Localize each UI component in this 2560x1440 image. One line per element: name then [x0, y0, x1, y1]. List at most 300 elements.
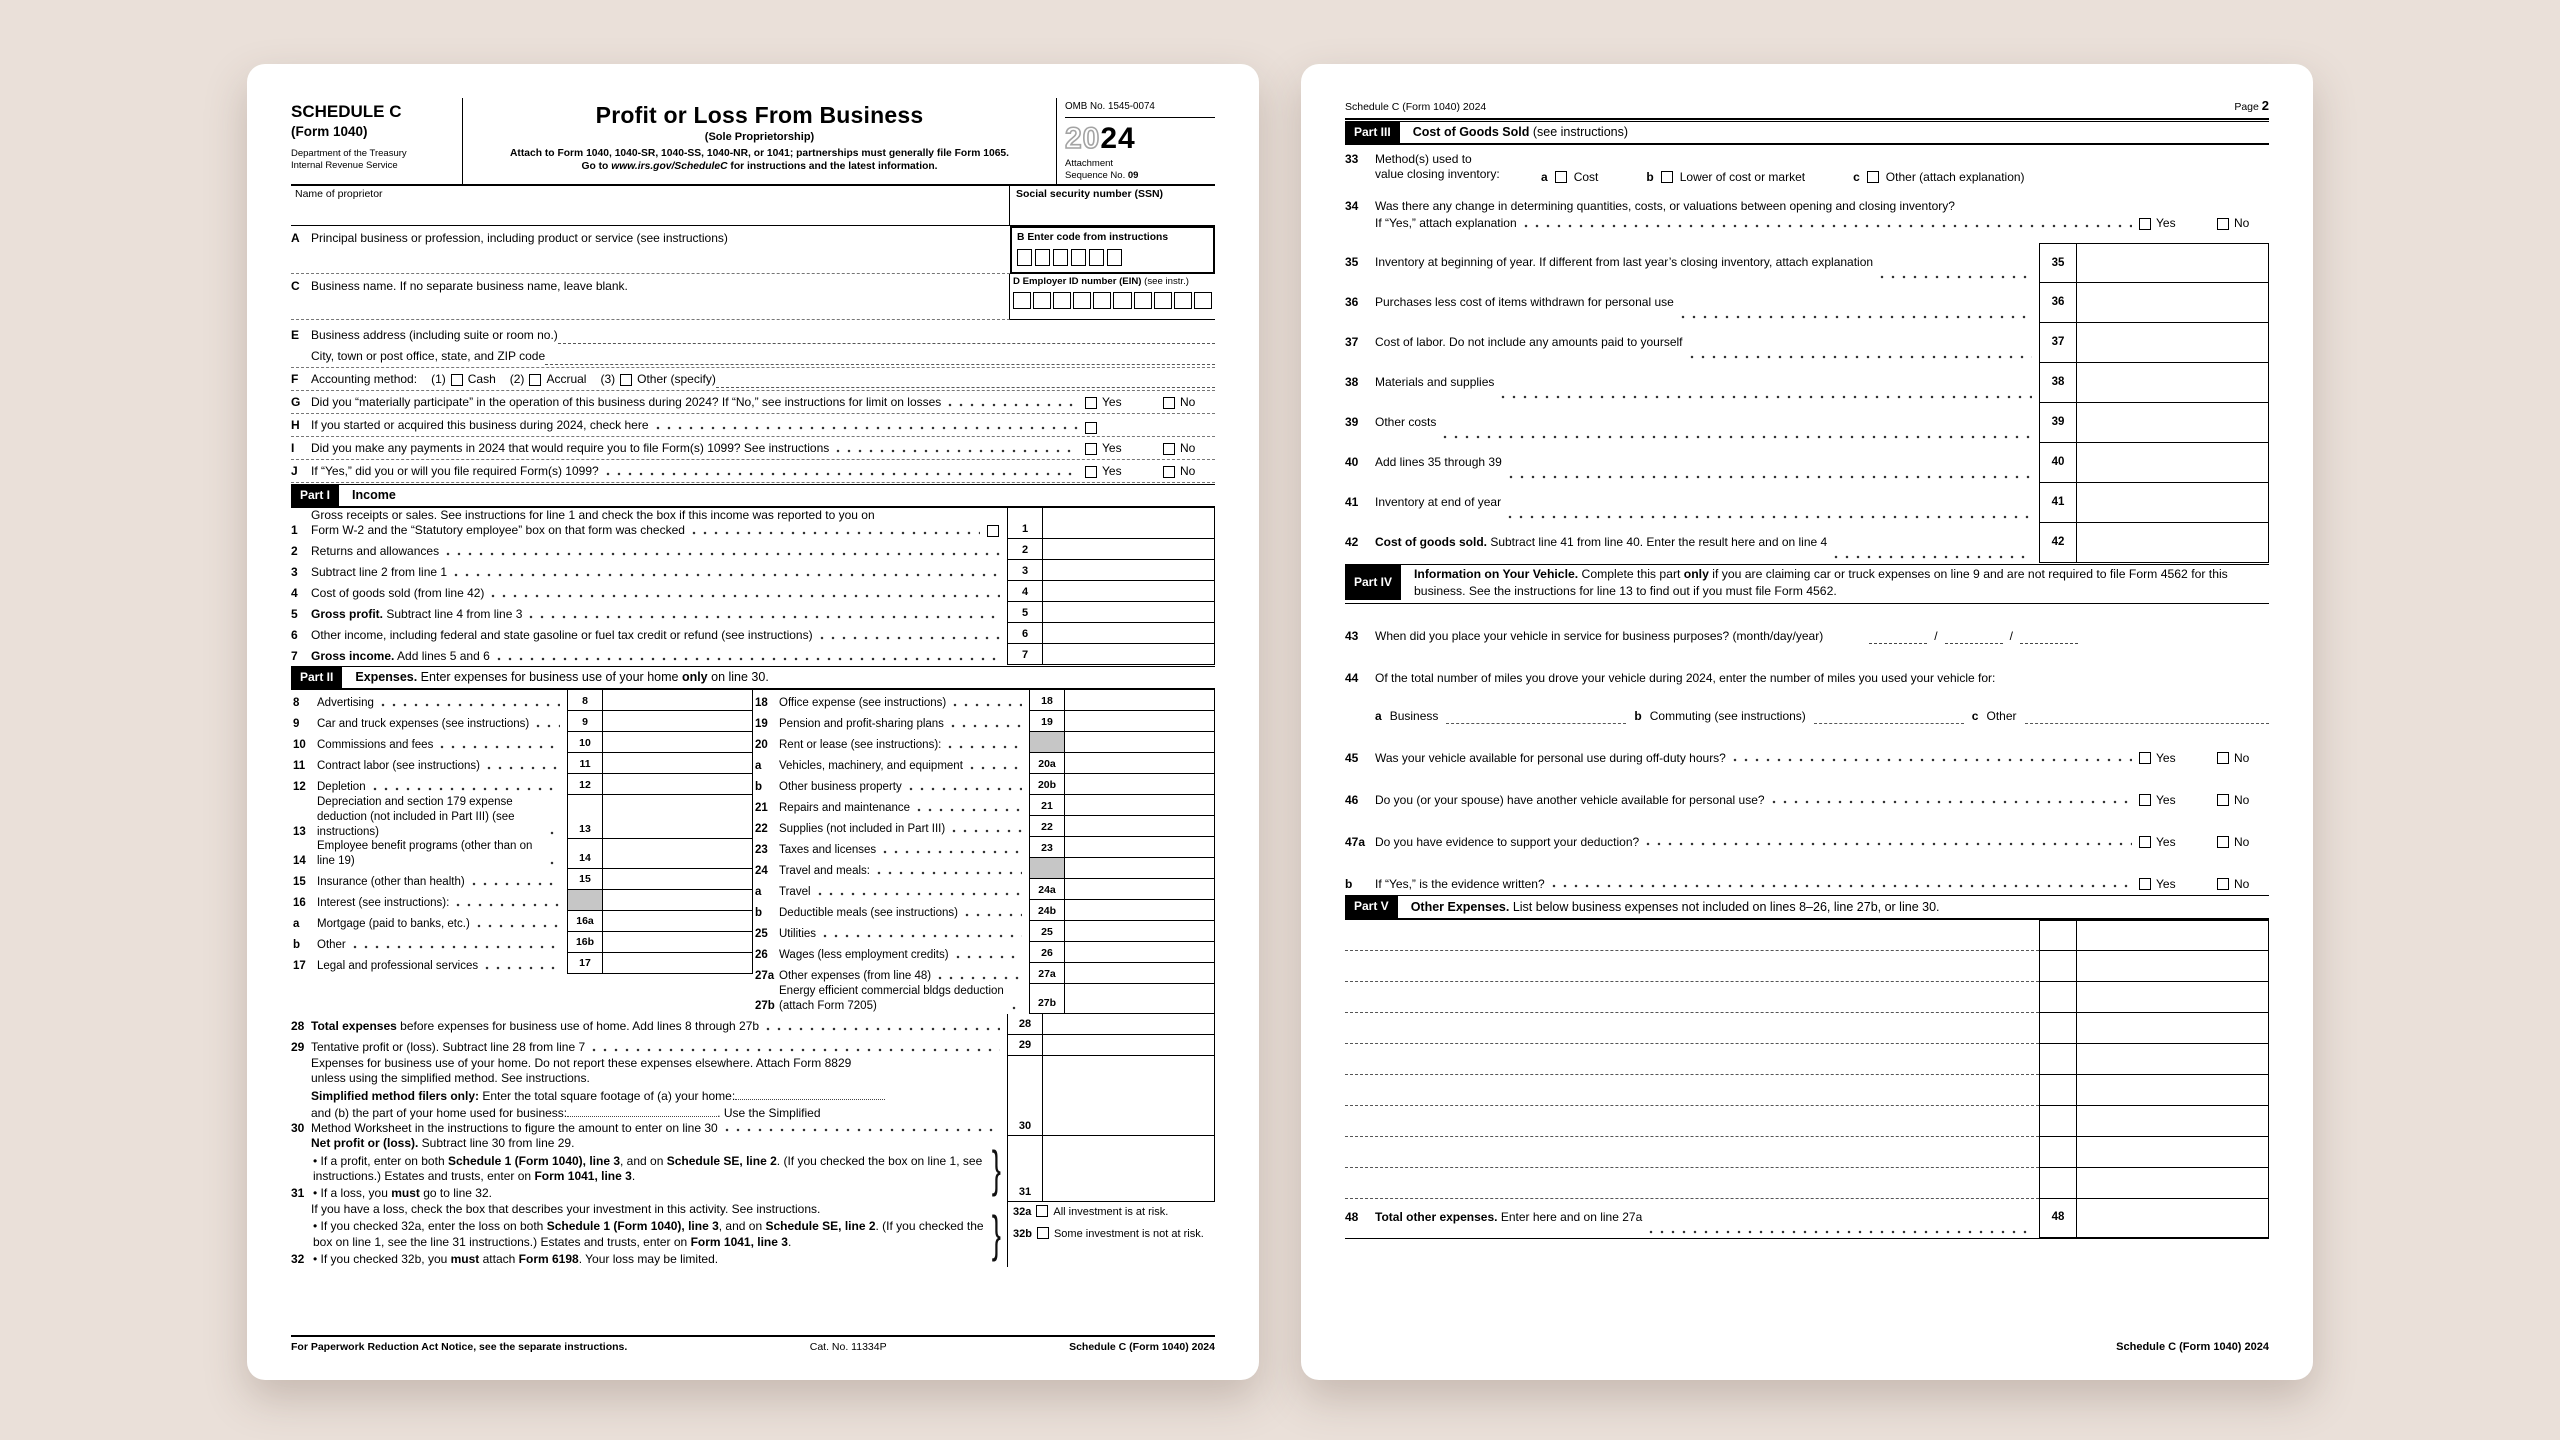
amount-cell[interactable] — [2077, 443, 2269, 483]
line-e-label: Business address (including suite or room no.) — [311, 328, 558, 343]
label-text: Employee benefit programs (other than on line 19) — [317, 840, 533, 867]
line-number: 14 — [293, 854, 306, 867]
year-outline-digits: 20 — [1065, 121, 1101, 155]
line-number-box: 25 — [1029, 921, 1065, 942]
line-number: 23 — [755, 844, 768, 857]
vehicle-date-day-input[interactable] — [1945, 642, 2003, 644]
expense-row-10 — [291, 732, 753, 753]
amount-cell[interactable] — [603, 753, 753, 774]
line-g-label: Did you “materially participate” in the operation of this business during 2024? If “No,” see instructions for limit on losses — [311, 395, 942, 410]
yes-label: Yes — [2156, 216, 2176, 231]
line-number: 11 — [293, 760, 306, 773]
business-miles-input[interactable] — [1446, 722, 1626, 724]
amount-cell[interactable] — [603, 869, 753, 890]
expense-description-line[interactable] — [1345, 951, 2039, 982]
expense-row-8 — [291, 690, 753, 711]
line-32-bullet-2 — [311, 1252, 988, 1267]
amount-cell[interactable] — [1043, 508, 1215, 539]
amount-cell[interactable] — [1065, 816, 1215, 837]
row-line-42 — [1345, 523, 2269, 563]
part-title — [1401, 565, 2269, 600]
line-i-no-checkbox[interactable] — [1163, 443, 1175, 455]
accrual-method-checkbox[interactable] — [529, 374, 541, 386]
ein-digit-box[interactable] — [1033, 292, 1051, 309]
amount-cell[interactable] — [2077, 920, 2269, 951]
amount-cell[interactable] — [1065, 963, 1215, 984]
line-number-box: 28 — [1007, 1014, 1043, 1035]
expense-description-line[interactable] — [1345, 1013, 2039, 1044]
ssn-field[interactable]: Social security number (SSN) — [1016, 187, 1164, 200]
address-input-line[interactable] — [558, 342, 1215, 344]
amount-cell[interactable] — [1065, 858, 1215, 879]
amount-cell[interactable] — [1043, 1014, 1215, 1035]
other-expense-row — [1345, 1013, 2269, 1044]
row-line-44-miles — [1345, 688, 2269, 726]
amount-cell[interactable] — [1065, 900, 1215, 921]
code-digit-box[interactable] — [1071, 249, 1086, 266]
option-letter: b — [1646, 169, 1654, 184]
dot-leader — [1772, 798, 2132, 806]
square-footage-business-input[interactable] — [567, 1105, 717, 1117]
sequence-number: 09 — [1127, 169, 1139, 181]
ein-digit-box[interactable] — [1093, 292, 1111, 309]
line-number: 9 — [293, 718, 300, 731]
amount-cell[interactable] — [603, 932, 753, 953]
form-ref: Form 6198 — [518, 1251, 579, 1266]
vehicle-date-month-input[interactable] — [1869, 642, 1927, 644]
square-footage-home-input[interactable] — [735, 1088, 885, 1100]
line-number-box: 30 — [1007, 1056, 1043, 1137]
line-47b-yes-checkbox[interactable] — [2139, 878, 2151, 890]
amount-cell[interactable] — [1043, 1056, 1215, 1137]
cost-method-checkbox[interactable] — [1555, 171, 1567, 183]
line-number: 28 — [291, 1019, 305, 1034]
line-number: 46 — [1345, 792, 1359, 807]
line-letter: G — [291, 395, 301, 410]
line-number: 7 — [291, 649, 298, 664]
part-i-band — [291, 484, 1215, 508]
yes-label: Yes — [2156, 792, 2176, 807]
line-31-bullet-1 — [311, 1154, 988, 1185]
line-j-yes-checkbox[interactable] — [1085, 466, 1097, 478]
amount-cell[interactable] — [1065, 942, 1215, 963]
amount-cell[interactable] — [1043, 581, 1215, 602]
line-number: 15 — [293, 875, 306, 888]
line-letter: A — [291, 230, 300, 245]
line-label — [1375, 535, 1827, 550]
text-segment: go to line 32. — [419, 1186, 492, 1201]
dot-leader — [550, 829, 560, 837]
line-30-text: . Use the Simplified — [717, 1105, 821, 1120]
amount-cell[interactable] — [603, 795, 753, 839]
dot-leader — [1646, 840, 2132, 848]
all-investment-at-risk-checkbox[interactable] — [1036, 1205, 1048, 1217]
expenses-left-column — [291, 690, 753, 1013]
line-number-box — [2039, 1044, 2077, 1075]
text-segment: • If a profit, enter on both — [313, 1153, 448, 1168]
brace-glyph: } — [992, 1140, 1002, 1197]
line-34-no-checkbox[interactable] — [2217, 218, 2229, 230]
line-number: 37 — [1345, 335, 1359, 350]
line-number: 12 — [293, 781, 306, 794]
part-title-bold: Other Expenses. — [1410, 899, 1510, 914]
ein-digit-box[interactable] — [1154, 292, 1172, 309]
ein-digit-box[interactable] — [1013, 292, 1031, 309]
ein-digit-box[interactable] — [1053, 292, 1071, 309]
amount-cell[interactable] — [2077, 403, 2269, 443]
line-number: 8 — [293, 697, 300, 710]
other-miles-label: Other — [1986, 708, 2017, 723]
amount-cell[interactable] — [1065, 921, 1215, 942]
line-j-no-checkbox[interactable] — [1163, 466, 1175, 478]
line-number-box: 20b — [1029, 774, 1065, 795]
row-line-f — [291, 368, 1215, 391]
text-segment: , and on — [620, 1153, 667, 1168]
amount-cell[interactable] — [1065, 753, 1215, 774]
paperwork-notice: For Paperwork Reduction Act Notice, see the separate instructions. — [291, 1340, 628, 1353]
amount-cell[interactable] — [1065, 774, 1215, 795]
line-i-yes-checkbox[interactable] — [1085, 443, 1097, 455]
expense-description-line[interactable] — [1345, 1137, 2039, 1168]
row-line-46 — [1345, 768, 2269, 810]
amount-cell[interactable] — [2077, 951, 2269, 982]
line-number: 45 — [1345, 750, 1359, 765]
yes-label: Yes — [1102, 464, 1122, 479]
amount-cell[interactable] — [2077, 1199, 2269, 1238]
row-line-4 — [291, 581, 1215, 602]
dot-leader — [477, 922, 560, 930]
lower-cost-market-checkbox[interactable] — [1661, 171, 1673, 183]
other-specify-input-line[interactable] — [716, 386, 1215, 388]
ein-digit-box[interactable] — [1174, 292, 1192, 309]
amount-cell[interactable] — [1065, 795, 1215, 816]
amount-cell[interactable] — [1065, 690, 1215, 711]
amount-cell[interactable] — [1065, 837, 1215, 858]
row-line-47b — [1345, 852, 2269, 894]
line-number: 24 — [755, 865, 768, 878]
line-label — [311, 1019, 759, 1034]
line-44-label: Of the total number of miles you drove your vehicle during 2024, enter the number of miles you used your vehicle for: — [1375, 670, 1996, 685]
other-expense-row — [1345, 982, 2269, 1013]
expense-description-line[interactable] — [1345, 1044, 2039, 1075]
amount-cell[interactable] — [603, 774, 753, 795]
line-number: b — [1345, 876, 1353, 891]
dot-leader — [948, 401, 1078, 409]
line-label — [1375, 335, 1683, 350]
line-number-box: 16b — [567, 932, 603, 953]
amount-cell[interactable] — [1043, 623, 1215, 644]
label-text: Add lines 35 through 39 — [1375, 455, 1502, 470]
cost-option-label: Cost — [1573, 169, 1599, 184]
other-expense-row — [1345, 920, 2269, 951]
expense-row-16b — [291, 932, 753, 953]
dot-leader — [491, 592, 1000, 600]
amount-cell[interactable] — [603, 690, 753, 711]
no-label: No — [1180, 395, 1196, 410]
dot-leader — [1649, 1228, 2032, 1236]
ein-digit-box[interactable] — [1113, 292, 1131, 309]
slash-separator: / — [1934, 628, 1938, 643]
amount-cell[interactable] — [1043, 1136, 1215, 1201]
label-text: Vehicles, machinery, and equipment — [779, 760, 963, 773]
line-47a-yes-checkbox[interactable] — [2139, 836, 2151, 848]
other-miles-input[interactable] — [2025, 722, 2270, 724]
ein-digit-box[interactable] — [1194, 292, 1212, 309]
some-investment-not-at-risk-checkbox[interactable] — [1037, 1227, 1049, 1239]
amount-cell[interactable] — [2077, 483, 2269, 523]
label-text: Advertising — [317, 697, 374, 710]
ein-digit-box[interactable] — [1134, 292, 1152, 309]
row-line-36 — [1345, 283, 2269, 323]
ein-digit-box[interactable] — [1073, 292, 1091, 309]
amount-cell[interactable] — [2077, 283, 2269, 323]
label-text: Rent or lease (see instructions): — [779, 739, 942, 752]
line-g-yes-checkbox[interactable] — [1085, 397, 1097, 409]
line-number-box: 20a — [1029, 753, 1065, 774]
line-number-box: 42 — [2039, 523, 2077, 563]
line-45-no-checkbox[interactable] — [2217, 752, 2229, 764]
line-number: 32 — [291, 1251, 305, 1266]
label-text: Inventory at beginning of year. If different from last year’s closing inventory, attach explanation — [1375, 255, 1874, 270]
label-text: Travel — [779, 886, 811, 899]
part-tag: Part III — [1345, 122, 1400, 143]
amount-cell[interactable] — [1043, 644, 1215, 665]
text-segment: . — [787, 1234, 792, 1249]
code-digit-box[interactable] — [1107, 249, 1122, 266]
part-tag: Part IV — [1345, 565, 1401, 600]
option-number: (1) — [431, 372, 446, 387]
code-digit-box[interactable] — [1053, 249, 1068, 266]
amount-cell[interactable] — [603, 911, 753, 932]
dot-leader — [956, 953, 1022, 961]
amount-cell[interactable] — [603, 732, 753, 753]
line-33-text: value closing inventory: — [1375, 167, 1500, 182]
line-number-box — [2039, 1106, 2077, 1137]
dot-leader — [1524, 222, 2132, 230]
line-number: 20 — [755, 739, 768, 752]
row-line-37 — [1345, 323, 2269, 363]
line-h-checkbox[interactable] — [1085, 422, 1097, 434]
label-text: Inventory at end of year — [1375, 495, 1502, 510]
vehicle-date-year-input[interactable] — [2020, 642, 2078, 644]
commuting-miles-input[interactable] — [1814, 722, 1964, 724]
dot-leader — [953, 701, 1022, 709]
cash-method-checkbox[interactable] — [451, 374, 463, 386]
amount-cell[interactable] — [1065, 879, 1215, 900]
line-b-label: Enter code from instructions — [1027, 231, 1169, 243]
line-46-yes-checkbox[interactable] — [2139, 794, 2151, 806]
row-line-40 — [1345, 443, 2269, 483]
line-46-no-checkbox[interactable] — [2217, 794, 2229, 806]
amount-cell[interactable] — [2077, 243, 2269, 283]
line-label — [311, 649, 490, 664]
expense-row-17 — [291, 953, 753, 974]
row-line-34 — [1345, 195, 2269, 243]
proprietor-name-field[interactable]: Name of proprietor — [291, 186, 1010, 225]
other-expense-row — [1345, 1137, 2269, 1168]
line-34-text: Was there any change in determining quantities, costs, or valuations between opening and closing inventory? — [1375, 198, 1955, 213]
row-line-3 — [291, 560, 1215, 581]
dot-leader — [820, 634, 1000, 642]
label-text: Other business property — [779, 781, 902, 794]
attach-instruction: Attach to Form 1040, 1040-SR, 1040-SS, 1040-NR, or 1041; partnerships must generally file Form 1065. — [509, 147, 1010, 159]
line-46-label: Do you (or your spouse) have another vehicle available for personal use? — [1375, 792, 1765, 807]
line-number-box: 6 — [1007, 623, 1043, 644]
catalog-number: Cat. No. 11334P — [809, 1340, 887, 1353]
line-number: 40 — [1345, 455, 1359, 470]
line-h-label: If you started or acquired this business during 2024, check here — [311, 418, 649, 433]
code-digit-box[interactable] — [1017, 249, 1032, 266]
part-title-bold: only — [681, 670, 708, 685]
part-ii-band — [291, 666, 1215, 690]
line-number-box — [2039, 1013, 2077, 1044]
line-label — [1375, 455, 1502, 470]
expense-description-line[interactable] — [1345, 982, 2039, 1013]
amount-cell[interactable] — [603, 839, 753, 868]
part-title-bold: Cost of Goods Sold — [1412, 125, 1530, 140]
line-g-no-checkbox[interactable] — [1163, 397, 1175, 409]
statutory-employee-checkbox[interactable] — [987, 525, 999, 537]
line-number-box: 24a — [1029, 879, 1065, 900]
shaded-cell — [1029, 732, 1065, 753]
expense-description-line[interactable] — [1345, 920, 2039, 951]
label-text: Subtract line 4 from line 3 — [383, 607, 523, 622]
form-footer-id: Schedule C (Form 1040) 2024 — [1069, 1340, 1215, 1353]
label-text: Other — [317, 938, 346, 951]
label-text: Interest (see instructions): — [317, 896, 450, 909]
city-input-line[interactable] — [545, 363, 1215, 365]
line-f-label: Accounting method: — [311, 372, 418, 387]
line-47a-label: Do you have evidence to support your deduction? — [1375, 834, 1640, 849]
label-bold: Gross income. — [311, 649, 395, 664]
line-number: 6 — [291, 628, 298, 643]
yes-label: Yes — [2156, 834, 2176, 849]
dot-leader — [472, 880, 560, 888]
line-label — [1375, 1210, 1642, 1225]
line-45-yes-checkbox[interactable] — [2139, 752, 2151, 764]
line-e-city-label: City, town or post office, state, and ZIP code — [311, 349, 546, 364]
line-number-box: 31 — [1007, 1136, 1043, 1201]
line-47a-no-checkbox[interactable] — [2217, 836, 2229, 848]
attachment-sequence — [1065, 158, 1215, 182]
amount-cell[interactable] — [2077, 1137, 2269, 1168]
expense-description-line[interactable] — [1345, 1168, 2039, 1199]
shaded-cell — [1029, 858, 1065, 879]
line-letter: J — [291, 464, 298, 479]
line-number-box: 36 — [2039, 283, 2077, 323]
amount-cell[interactable] — [2077, 323, 2269, 363]
no-label: No — [2234, 876, 2250, 891]
line-number: a — [755, 760, 762, 773]
text-segment: • If you checked 32a, enter the loss on both — [313, 1219, 547, 1234]
amount-cell[interactable] — [1065, 732, 1215, 753]
amount-cell[interactable] — [2077, 363, 2269, 403]
amount-cell[interactable] — [1043, 539, 1215, 560]
code-digit-box[interactable] — [1035, 249, 1050, 266]
line-1-text: Gross receipts or sales. See instructions for line 1 and check the box if this income was reported to you on — [311, 508, 875, 523]
line-number: 5 — [291, 607, 298, 622]
amount-cell[interactable] — [1065, 984, 1215, 1013]
amount-cell[interactable] — [603, 890, 753, 911]
label-text: Returns and allowances — [311, 544, 440, 559]
expense-description-line[interactable] — [1345, 1106, 2039, 1137]
amount-cell[interactable] — [1043, 1035, 1215, 1056]
row-line-e — [291, 320, 1215, 368]
year-solid-digits: 24 — [1100, 121, 1136, 155]
expense-row-21 — [753, 795, 1215, 816]
amount-cell[interactable] — [1043, 602, 1215, 623]
part-title-text: List below business expenses not included on lines 8–26, line 27b, or line 30. — [1509, 899, 1940, 914]
amount-cell[interactable] — [1043, 560, 1215, 581]
line-number: 4 — [291, 586, 298, 601]
form-header — [291, 98, 1215, 186]
line-34-yes-checkbox[interactable] — [2139, 218, 2151, 230]
expense-description-line[interactable] — [1345, 1075, 2039, 1106]
amount-cell[interactable] — [2077, 1013, 2269, 1044]
row-line-38 — [1345, 363, 2269, 403]
expense-row-19 — [753, 711, 1215, 732]
row-line-41 — [1345, 483, 2269, 523]
form-ref: Form 1041, line 3 — [534, 1169, 632, 1184]
line-number: 25 — [755, 928, 768, 941]
line-letter: B — [1017, 231, 1025, 243]
amount-cell[interactable] — [2077, 1106, 2269, 1137]
amount-cell[interactable] — [2077, 1168, 2269, 1199]
expense-row-24 — [753, 858, 1215, 879]
line-number-box: 48 — [2039, 1199, 2077, 1238]
label-text: Car and truck expenses (see instructions) — [317, 718, 530, 731]
code-digit-box[interactable] — [1089, 249, 1104, 266]
amount-cell[interactable] — [603, 711, 753, 732]
line-letter: F — [291, 372, 299, 387]
text-segment: attach — [479, 1251, 519, 1266]
form-ref: Schedule SE, line 2 — [666, 1153, 777, 1168]
label-text: Contract labor (see instructions) — [317, 760, 480, 773]
line-number: 2 — [291, 544, 298, 559]
line-b-label-row — [1017, 231, 1208, 244]
amount-cell[interactable] — [2077, 982, 2269, 1013]
form-number: (Form 1040) — [291, 123, 368, 139]
other-method-checkbox[interactable] — [620, 374, 632, 386]
line-number-box: 7 — [1007, 644, 1043, 665]
dot-leader — [550, 859, 560, 867]
amount-cell[interactable] — [2077, 1075, 2269, 1106]
dot-leader — [1509, 473, 2032, 481]
page-number: 2 — [2261, 98, 2269, 113]
line-label — [1375, 375, 1494, 390]
amount-cell[interactable] — [1065, 711, 1215, 732]
line-47b-no-checkbox[interactable] — [2217, 878, 2229, 890]
label-bold: Total other expenses. — [1375, 1210, 1498, 1225]
line-number: 31 — [291, 1186, 305, 1201]
ein-digit-boxes — [1013, 292, 1212, 309]
department-line: Internal Revenue Service — [291, 160, 398, 172]
amount-cell[interactable] — [603, 953, 753, 974]
line-number-box: 37 — [2039, 323, 2077, 363]
dot-leader — [1880, 273, 2032, 281]
amount-cell[interactable] — [2077, 1044, 2269, 1075]
line-30-text: Enter the total square footage of (a) your home: — [479, 1089, 736, 1104]
dot-leader — [951, 722, 1022, 730]
amount-cell[interactable] — [2077, 523, 2269, 563]
line-number-box — [2039, 1075, 2077, 1106]
label-text: Cost of goods sold (from line 42) — [311, 586, 485, 601]
line-number: 27b — [755, 999, 775, 1012]
line-number-box: 19 — [1029, 711, 1065, 732]
dot-leader — [606, 470, 1078, 478]
schedule-title: SCHEDULE C — [291, 102, 402, 121]
other-valuation-checkbox[interactable] — [1867, 171, 1879, 183]
